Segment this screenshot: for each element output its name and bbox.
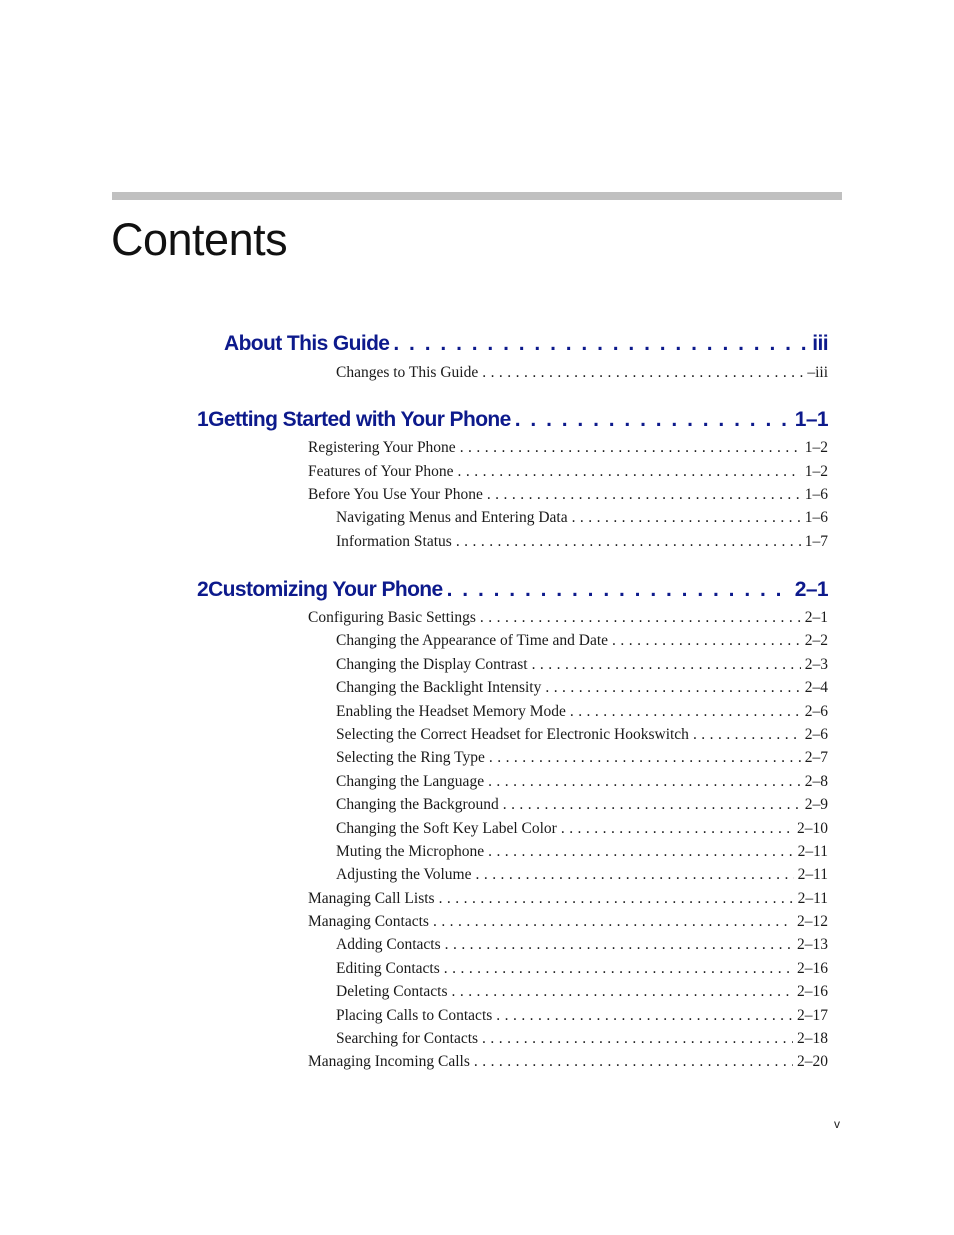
toc-page-number: 2–9 [804, 796, 828, 813]
toc-page-number: iii [812, 332, 828, 355]
toc-entry-title: Deleting Contacts [336, 983, 448, 1000]
toc-entry[interactable] [336, 654, 828, 676]
toc-page-number: 2–12 [797, 913, 828, 930]
toc-page-number: 2–16 [797, 983, 828, 1000]
toc-entry-title: Changing the Soft Key Label Color [336, 820, 557, 837]
toc-entry-title: Changing the Appearance of Time and Date [336, 632, 609, 649]
toc-page-number: 1–2 [804, 439, 828, 456]
toc-page-number: 2–4 [804, 679, 828, 696]
toc-page-number: 1–6 [804, 486, 828, 503]
dot-leader [452, 981, 794, 1003]
toc-entry-title: Configuring Basic Settings [308, 609, 476, 626]
toc-entry[interactable] [336, 701, 828, 723]
toc-entry[interactable] [308, 1051, 828, 1073]
toc-entry-title: Information Status [336, 533, 452, 550]
toc-entry[interactable] [336, 747, 828, 769]
toc-chapter-about[interactable] [224, 330, 828, 358]
dot-leader [444, 958, 793, 980]
toc-entry-title: Adjusting the Volume [336, 866, 472, 883]
toc-entry-title: Placing Calls to Contacts [336, 1007, 493, 1024]
toc-entry[interactable] [336, 841, 828, 863]
toc-entry-title: Editing Contacts [336, 960, 440, 977]
toc-entry[interactable] [308, 437, 828, 459]
toc-page-number: 2–16 [797, 960, 828, 977]
dot-leader [447, 576, 791, 604]
toc-entry-title: Registering Your Phone [308, 439, 456, 456]
toc-entry[interactable] [336, 1028, 828, 1050]
toc-chapter-number: 2 [197, 578, 209, 601]
toc-page-number: 2–17 [797, 1007, 828, 1024]
toc-entry[interactable] [336, 934, 828, 956]
dot-leader [693, 724, 801, 746]
toc-entry[interactable] [336, 677, 828, 699]
toc-page-number: 1–2 [804, 463, 828, 480]
toc-entry-title: Changing the Backlight Intensity [336, 679, 542, 696]
toc-page-number: 2–6 [804, 726, 828, 743]
toc-entry[interactable] [308, 888, 828, 910]
toc-entry-title: Adding Contacts [336, 936, 441, 953]
dot-leader [445, 934, 793, 956]
dot-leader [488, 771, 801, 793]
toc-entry[interactable] [336, 507, 828, 529]
toc-entry-title: Navigating Menus and Entering Data [336, 509, 568, 526]
toc-chapter-number: 1 [197, 408, 209, 431]
toc-entry-title: Searching for Contacts [336, 1030, 479, 1047]
toc-entry[interactable] [336, 794, 828, 816]
toc-entry[interactable] [336, 1005, 828, 1027]
toc-entry-title: Before You Use Your Phone [308, 486, 483, 503]
toc-page-number: 2–2 [804, 632, 828, 649]
toc-entry[interactable] [336, 864, 828, 886]
dot-leader [503, 794, 801, 816]
toc-page-number: 2–1 [804, 609, 828, 626]
dot-leader [570, 701, 801, 723]
dot-leader [482, 362, 803, 384]
toc-entry-title: Muting the Microphone [336, 843, 485, 860]
toc-page-number: –iii [807, 364, 828, 381]
toc-entry-title: Enabling the Headset Memory Mode [336, 703, 566, 720]
dot-leader [612, 630, 801, 652]
dot-leader [460, 437, 801, 459]
page-number: v [834, 1117, 840, 1131]
toc-entry[interactable] [308, 607, 828, 629]
toc-page-number: 2–11 [797, 890, 828, 907]
toc-page-number: 2–18 [797, 1030, 828, 1047]
toc-entry[interactable] [336, 531, 828, 553]
header-rule [112, 192, 842, 200]
dot-leader [561, 818, 793, 840]
toc-entry[interactable] [336, 630, 828, 652]
toc-chapter-title: About This Guide [224, 332, 390, 355]
toc-page-number: 1–7 [804, 533, 828, 550]
toc-entry[interactable] [308, 484, 828, 506]
toc-page-number: 1–1 [794, 408, 828, 431]
toc-entry-title: Changing the Language [336, 773, 485, 790]
toc-entry-title: Changing the Display Contrast [336, 656, 528, 673]
toc-entry-title: Managing Incoming Calls [308, 1053, 470, 1070]
toc-page-number: 2–11 [797, 866, 828, 883]
toc-entry-title: Managing Call Lists [308, 890, 435, 907]
dot-leader [489, 747, 801, 769]
dot-leader [545, 677, 800, 699]
toc-entry-title: Selecting the Ring Type [336, 749, 485, 766]
toc-page-number: 2–13 [797, 936, 828, 953]
dot-leader [439, 888, 794, 910]
dot-leader [515, 406, 791, 434]
dot-leader [476, 864, 794, 886]
dot-leader [456, 531, 801, 553]
toc-entry[interactable] [336, 981, 828, 1003]
dot-leader [487, 484, 801, 506]
toc-entry[interactable] [336, 771, 828, 793]
toc-entry-title: Features of Your Phone [308, 463, 454, 480]
toc-chapter-title: Getting Started with Your Phone [208, 408, 511, 431]
dot-leader [480, 607, 801, 629]
toc-entry[interactable] [336, 818, 828, 840]
toc-entry-title: Managing Contacts [308, 913, 429, 930]
toc-page-number: 2–7 [804, 749, 828, 766]
toc-chapter-title: Customizing Your Phone [208, 578, 443, 601]
dot-leader [496, 1005, 793, 1027]
toc-chapter-1[interactable] [197, 406, 828, 434]
toc-entry-title: Changing the Background [336, 796, 499, 813]
toc-entry[interactable] [336, 958, 828, 980]
toc-page-number: 2–10 [797, 820, 828, 837]
toc-entry-title: Selecting the Correct Headset for Electronic Hookswitch [336, 726, 689, 743]
toc-entry[interactable] [336, 362, 828, 384]
toc-page-number: 2–6 [804, 703, 828, 720]
toc-chapter-2[interactable] [197, 576, 828, 604]
page-title: Contents [111, 214, 288, 265]
dot-leader [474, 1051, 793, 1073]
toc-entry[interactable] [308, 461, 828, 483]
dot-leader [433, 911, 793, 933]
dot-leader [482, 1028, 793, 1050]
toc-page-number: 2–3 [804, 656, 828, 673]
toc-page-number: 2–11 [797, 843, 828, 860]
toc-page-number: 1–6 [804, 509, 828, 526]
toc-page-number: 2–1 [794, 578, 828, 601]
dot-leader [458, 461, 801, 483]
toc-entry[interactable] [336, 724, 828, 746]
dot-leader [488, 841, 793, 863]
dot-leader [572, 507, 801, 529]
toc-entry[interactable] [308, 911, 828, 933]
toc-page-number: 2–8 [804, 773, 828, 790]
dot-leader [393, 330, 808, 358]
toc-entry-title: Changes to This Guide [336, 364, 479, 381]
dot-leader [532, 654, 801, 676]
toc-page-number: 2–20 [797, 1053, 828, 1070]
